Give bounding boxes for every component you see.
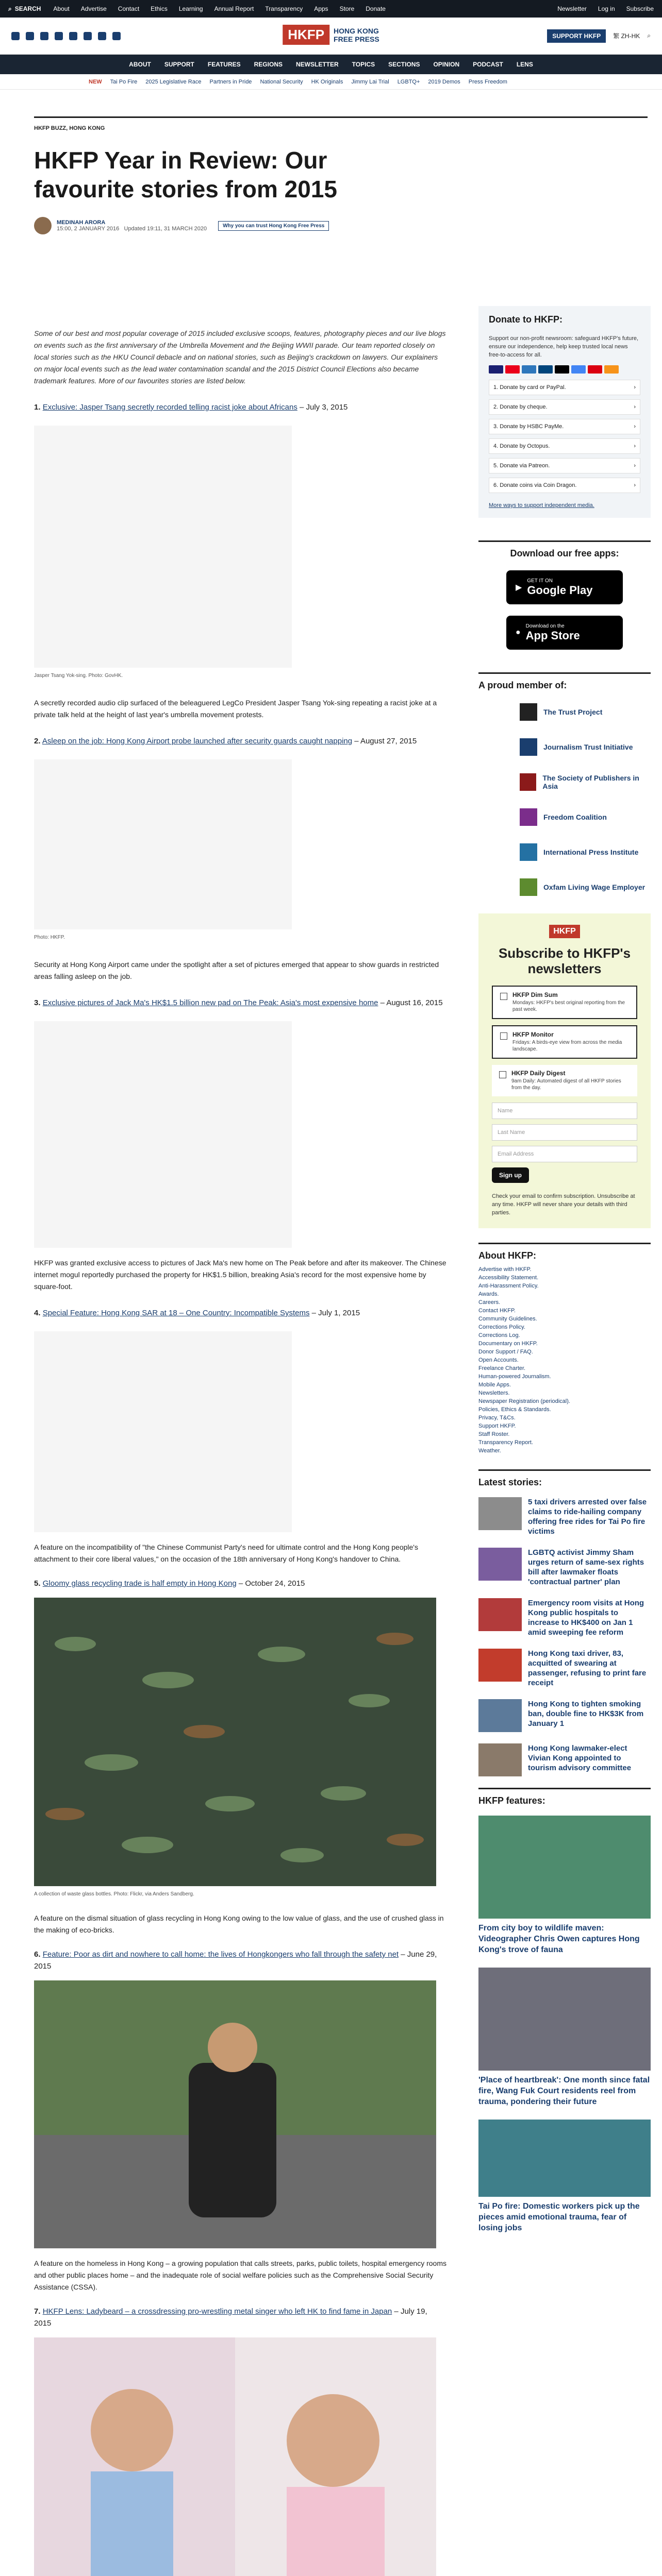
story-link[interactable]: Exclusive: Jasper Tsang secretly recorded telling racist joke about Africans (42, 403, 297, 412)
about-link[interactable]: Weather. (478, 1448, 501, 1454)
about-link[interactable]: Freelance Charter. (478, 1365, 526, 1371)
image-caption: A collection of waste glass bottles. Photo: Flickr, via Anders Sandberg. (34, 1891, 194, 1897)
breadcrumb[interactable]: HKFP BUZZ, HONG KONG (34, 125, 105, 131)
nav-item[interactable]: PODCAST (473, 61, 503, 68)
nav-item[interactable]: REGIONS (254, 61, 283, 68)
checkbox (500, 993, 507, 1000)
page-body (11, 116, 651, 2328)
top-link[interactable]: Donate (366, 5, 386, 12)
about-link[interactable]: Accessibility Statement. (478, 1275, 539, 1281)
story-link[interactable]: Asleep on the job: Hong Kong Airport probe launched after security guards caught napping (42, 737, 353, 745)
feature-image (478, 1816, 651, 1919)
instagram-icon[interactable] (40, 32, 48, 40)
paypal-icon (538, 365, 553, 374)
story-link[interactable]: Feature: Poor as dirt and nowhere to call home: the lives of Hongkongers who fall through the safety net (42, 1950, 399, 1959)
member-logo[interactable]: Oxfam Living Wage Employer (520, 878, 651, 896)
new-badge: NEW (89, 78, 102, 85)
page-title: HKFP Year in Review: Our favourite stories from 2015 (34, 147, 338, 202)
nav-item[interactable]: ABOUT (129, 61, 151, 68)
more-ways-link[interactable]: More ways to support independent media. (489, 502, 594, 509)
story-link[interactable]: HKFP Lens: Ladybeard – a crossdressing pro-wrestling metal singer who left HK to find fame in Japan (42, 2307, 392, 2316)
avatar (34, 217, 52, 234)
login-link[interactable]: Log in (598, 5, 615, 12)
feature-story[interactable]: 'Place of heartbreak': One month since fatal fire, Wang Fuk Court residents reel from trauma, pondering their future (478, 1968, 651, 2107)
donate-box (478, 306, 651, 518)
about-link[interactable]: Careers. (478, 1299, 501, 1306)
checkbox (499, 1071, 506, 1078)
divider (478, 1243, 651, 1244)
list-item: 2. Asleep on the job: Hong Kong Airport probe launched after security guards caught napping – August 27, 2015 (34, 737, 417, 745)
chevron-right-icon: › (634, 404, 636, 410)
story-description: Security at Hong Kong Airport came under the spotlight after a set of pictures emerged that appear to show guards in restricted areas falling asleep on the job. (34, 960, 439, 980)
divider (478, 1788, 651, 1789)
chevron-right-icon: › (634, 423, 636, 430)
list-item: 5. Gloomy glass recycling trade is half empty in Hong Kong – October 24, 2015 (34, 1579, 305, 1588)
site-logo[interactable] (283, 25, 379, 45)
tag-link[interactable]: LGBTQ+ (397, 78, 420, 85)
about-link[interactable]: Privacy, T&Cs. (478, 1415, 516, 1421)
top-search[interactable]: ⌕ SEARCH (8, 5, 41, 12)
article-image (34, 1331, 292, 1532)
about-link[interactable]: Policies, Ethics & Standards. (478, 1406, 551, 1413)
signup-button[interactable]: Sign up (492, 1167, 529, 1183)
latest-story[interactable]: Hong Kong lawmaker-elect Vivian Kong appointed to tourism advisory committee (478, 1743, 651, 1776)
about-link[interactable]: Corrections Log. (478, 1332, 520, 1338)
search-icon: ⌕ (8, 5, 12, 12)
donate-option[interactable]: 3. Donate by HSBC PayMe. › (489, 419, 640, 434)
list-item: 1. Exclusive: Jasper Tsang secretly recorded telling racist joke about Africans – July 3, 2015 (34, 403, 348, 412)
latest-story[interactable]: Emergency room visits at Hong Kong public hospitals to increase to HK$400 on Jan 1 amid sweeping fee reform (478, 1598, 651, 1637)
chevron-right-icon: › (634, 443, 636, 449)
article-image (34, 426, 292, 668)
story-link[interactable]: Gloomy glass recycling trade is half empty in Hong Kong (42, 1579, 237, 1588)
apps-title: Download our free apps: (510, 548, 619, 558)
chevron-right-icon: › (634, 482, 636, 488)
top-link[interactable]: Annual Report (214, 5, 254, 12)
rss-icon[interactable] (112, 32, 121, 40)
member-title: A proud member of: (478, 680, 567, 690)
story-thumbnail (478, 1548, 522, 1581)
donate-option[interactable]: 1. Donate by card or PayPal. › (489, 380, 640, 395)
sidebar (478, 306, 651, 2246)
member-logo[interactable]: Freedom Coalition (520, 808, 651, 826)
tag-link[interactable]: Tai Po Fire (110, 78, 138, 85)
tag-link[interactable]: Partners in Pride (209, 78, 252, 85)
top-link[interactable]: Transparency (265, 5, 303, 12)
top-link[interactable]: Store (339, 5, 355, 12)
newsletter-link[interactable]: Newsletter (557, 5, 587, 12)
article-body (34, 328, 446, 2576)
member-logo[interactable]: The Society of Publishers in Asia (520, 773, 651, 791)
logo-text: HONG KONG FREE PRESS (334, 26, 379, 43)
nav-item[interactable]: NEWSLETTER (295, 61, 339, 68)
visa-icon (489, 365, 503, 374)
about-link[interactable]: Awards. (478, 1291, 499, 1297)
donate-title: Donate to HKFP: (489, 314, 562, 325)
story-description: A secretly recorded audio clip surfaced of the beleaguered LegCo President Jasper Tsang Yok-sing repeating a racist joke at a private talk held at the height of last year's umbrella movement protests. (34, 699, 437, 719)
story-link[interactable]: Exclusive pictures of Jack Ma's HK$1.5 billion new pad on The Peak: Asia's most expensive home (42, 998, 378, 1007)
payment-icons (489, 365, 640, 374)
email-field[interactable]: Email Address (492, 1146, 637, 1162)
apple-icon: ● (516, 628, 521, 637)
about-link[interactable]: Mobile Apps. (478, 1382, 511, 1388)
newsletter-box (478, 913, 651, 1228)
last-name-field[interactable]: Last Name (492, 1124, 637, 1141)
top-link[interactable]: About (53, 5, 70, 12)
story-thumbnail (478, 1649, 522, 1682)
nav-item[interactable]: LENS (516, 61, 533, 68)
latest-story[interactable]: Hong Kong to tighten smoking ban, double fine to HK$3K from January 1 (478, 1699, 651, 1732)
image-caption: Photo: HKFP. (34, 935, 65, 940)
tag-link[interactable]: Press Freedom (468, 78, 507, 85)
linkedin-icon[interactable] (69, 32, 77, 40)
about-link[interactable]: Donor Support / FAQ. (478, 1349, 533, 1355)
newsletter-logo: HKFP (492, 925, 637, 938)
social-icons (11, 32, 121, 40)
header-search-icon[interactable]: ⌕ (647, 32, 651, 39)
latest-story[interactable]: Hong Kong taxi driver, 83, acquitted of swearing at passenger, refusing to print fare receipt (478, 1649, 651, 1688)
chevron-right-icon: › (634, 463, 636, 469)
about-links (478, 1265, 651, 1455)
top-link[interactable]: Apps (314, 5, 328, 12)
features-title: HKFP features: (478, 1795, 545, 1806)
about-link[interactable]: Open Accounts. (478, 1357, 519, 1363)
top-link[interactable]: Advertise (80, 5, 107, 12)
story-thumbnail (478, 1598, 522, 1631)
nav-item[interactable]: OPINION (433, 61, 460, 68)
newsletter-note: Check your email to confirm subscription. Unsubscribe at any time. HKFP will never share your details with third parties. (492, 1193, 635, 1216)
about-link[interactable]: Newspaper Registration (periodical). (478, 1398, 570, 1404)
about-title: About HKFP: (478, 1250, 536, 1261)
top-bar (0, 0, 662, 18)
story-thumbnail (478, 1497, 522, 1530)
threads-icon[interactable] (98, 32, 106, 40)
feature-image (478, 1968, 651, 2071)
apps-section (478, 540, 651, 650)
trust-link[interactable]: Why you can trust Hong Kong Free Press (218, 221, 329, 231)
nav-item[interactable]: TOPICS (352, 61, 375, 68)
site-header (0, 18, 662, 55)
nav-item[interactable]: FEATURES (207, 61, 241, 68)
trending-tags (0, 74, 662, 90)
member-logo[interactable]: Journalism Trust Initiative (520, 738, 651, 756)
header-right (547, 29, 651, 43)
feature-image (478, 2120, 651, 2197)
story-thumbnail (478, 1743, 522, 1776)
story-description: HKFP was granted exclusive access to pictures of Jack Ma's new home on The Peak before and after its makeover. The Chinese internet mogul reportedly purchased the property for HK$1.5 billion, breaking Asia's record for the most expensive home by square-foot. (34, 1259, 446, 1291)
google-play-button[interactable]: ▶ GET IT ON Google Play (506, 570, 623, 604)
about-link[interactable]: Human-powered Journalism. (478, 1374, 551, 1380)
glass-bottles-photo (34, 1598, 436, 1886)
article-meta (34, 217, 651, 234)
features-section (478, 1788, 651, 2233)
facebook-icon[interactable] (11, 32, 20, 40)
story-description: A feature on the homeless in Hong Kong – a growing population that calls streets, parks, public toilets, hospital emergency rooms and other public places home – and the inadequate role of social welfare policies such as the Comprehensive Social Security Assistance (CSSA). (34, 2259, 447, 2291)
divider (478, 540, 651, 542)
tag-link[interactable]: 2025 Legislative Race (145, 78, 202, 85)
about-link[interactable]: Contact HKFP. (478, 1308, 516, 1314)
story-thumbnail (478, 1699, 522, 1732)
tag-link[interactable]: Jimmy Lai Trial (351, 78, 389, 85)
support-button[interactable]: SUPPORT HKFP (547, 29, 606, 43)
x-twitter-icon[interactable] (26, 32, 34, 40)
about-link[interactable]: Documentary on HKFP. (478, 1341, 538, 1347)
member-logo[interactable]: The Trust Project (520, 703, 651, 721)
list-item: 7. HKFP Lens: Ladybeard – a crossdressing pro-wrestling metal singer who left HK to find fame in Japan – July 19, 2015 (34, 2307, 427, 2328)
applepay-icon (555, 365, 569, 374)
article-image (34, 759, 292, 929)
about-link[interactable]: Support HKFP. (478, 1423, 516, 1429)
publish-date: 15:00, 2 JANUARY 2016 (57, 226, 120, 232)
list-item: 4. Special Feature: Hong Kong SAR at 18 – One Country: Incompatible Systems – July 1, 2015 (34, 1309, 360, 1317)
newsletter-option[interactable]: HKFP Dim Sum Mondays: HKFP's best original reporting from the past week. (492, 986, 637, 1019)
story-description: A feature on the incompatibility of "the Chinese Communist Party's need for ultimate control and the Hong Kong people's attachment to their core liberal values," on the occasion of the 18th anniversary of Hong Kong's handover to China. (34, 1543, 418, 1563)
telegram-icon[interactable] (84, 32, 92, 40)
list-item: 6. Feature: Poor as dirt and nowhere to call home: the lives of Hongkongers who fall through the safety net – June 29, 2015 (34, 1950, 437, 1971)
latest-section (478, 1469, 651, 1776)
checkbox (500, 1032, 507, 1040)
app-store-button[interactable]: ● Download on the App Store (506, 616, 623, 650)
amex-icon (522, 365, 536, 374)
feature-story[interactable]: From city boy to wildlife maven: Videographer Chris Owen captures Hong Kong's trove of fauna (478, 1816, 651, 1955)
googlepay-icon (571, 365, 586, 374)
nav-item[interactable]: SECTIONS (388, 61, 420, 68)
main-nav (0, 55, 662, 74)
article-intro: Some of our best and most popular coverage of 2015 included exclusive scoops, features, photography pieces and our live blogs on events such as the first anniversary of the Umbrella Movement and the Beijing WWII parade. Our team reported closely on local stories such as the HKU Council debacle and on national stories, such as Beijing's crackdown on lawyers. Our explainers on major local events such as the lead water contamination scandal and the 2015 District Council Elections also became trademark features. More of our favourites stories are listed below. (34, 329, 446, 385)
payme-icon (588, 365, 602, 374)
member-logo[interactable]: International Press Institute (520, 843, 651, 861)
about-link[interactable]: Corrections Policy. (478, 1324, 525, 1330)
newsletter-option[interactable]: HKFP Daily Digest 9am Daily: Automated digest of all HKFP stories from the day. (492, 1065, 637, 1096)
updated-date: Updated 19:11, 31 MARCH 2020 (124, 226, 207, 232)
latest-story[interactable]: 5 taxi drivers arrested over false claims to ride-hailing company offering free rides for Tai Po fire victims (478, 1497, 651, 1536)
google-play-icon: ▶ (516, 583, 522, 592)
tag-link[interactable]: 2019 Demos (428, 78, 460, 85)
tag-link[interactable]: National Security (260, 78, 303, 85)
about-link[interactable]: Transparency Report. (478, 1439, 533, 1446)
top-link[interactable]: Ethics (151, 5, 168, 12)
list-item: 3. Exclusive pictures of Jack Ma's HK$1.5 billion new pad on The Peak: Asia's most expensive home – August 16, 2015 (34, 998, 443, 1007)
youtube-icon[interactable] (55, 32, 63, 40)
name-field[interactable]: Name (492, 1103, 637, 1119)
octopus-icon (604, 365, 619, 374)
about-section (478, 1243, 651, 1455)
newsletter-title: Subscribe to HKFP's newsletters (498, 945, 631, 976)
about-link[interactable]: Community Guidelines. (478, 1316, 537, 1322)
about-link[interactable]: Advertise with HKFP. (478, 1266, 532, 1273)
latest-title: Latest stories: (478, 1477, 542, 1487)
latest-story[interactable]: LGBTQ activist Jimmy Sham urges return of same-sex rights bill after lawmaker floats 'contractual partner' plan (478, 1548, 651, 1587)
byline (57, 219, 207, 232)
donate-option[interactable]: 4. Donate by Octopus. › (489, 438, 640, 454)
language-switch[interactable]: 繁 ZH-HK (613, 32, 640, 40)
image-caption: Jasper Tsang Yok-sing. Photo: GovHK. (34, 673, 123, 679)
story-description: A feature on the dismal situation of glass recycling in Hong Kong owing to the low value of glass, and the use of crushed glass in the making of eco-bricks. (34, 1914, 444, 1934)
nav-item[interactable]: SUPPORT (164, 61, 194, 68)
about-link[interactable]: Anti-Harassment Policy. (478, 1283, 539, 1289)
logo-mark: HKFP (283, 25, 329, 45)
divider (34, 116, 648, 118)
top-links-left (53, 5, 386, 12)
subscribe-link[interactable]: Subscribe (626, 5, 654, 12)
chevron-right-icon: › (634, 384, 636, 391)
story-link[interactable]: Special Feature: Hong Kong SAR at 18 – One Country: Incompatible Systems (42, 1309, 310, 1317)
top-links-right (557, 5, 654, 12)
divider (478, 1469, 651, 1471)
feature-story[interactable]: Tai Po fire: Domestic workers pick up the pieces amid emotional trauma, fear of losing jobs (478, 2120, 651, 2233)
about-link[interactable]: Newsletters. (478, 1390, 510, 1396)
member-section (478, 672, 651, 896)
about-link[interactable]: Staff Roster. (478, 1431, 510, 1437)
author-link[interactable]: MEDINAH ARORA (57, 219, 106, 226)
mastercard-icon (505, 365, 520, 374)
divider (478, 672, 651, 674)
tag-link[interactable]: HK Originals (311, 78, 343, 85)
top-link[interactable]: Learning (178, 5, 203, 12)
top-link[interactable]: Contact (118, 5, 140, 12)
ladybeard-photo (34, 2337, 436, 2576)
donate-text[interactable]: Support our non-profit newsroom: safeguard HKFP's future, ensure our independence, help keep trusted local news free-to-access for all. (489, 335, 639, 358)
newsletter-option[interactable]: HKFP Monitor Fridays: A birds-eye view from across the media landscape. (492, 1025, 637, 1059)
donate-option[interactable]: 6. Donate coins via Coin Dragon. › (489, 478, 640, 493)
donate-option[interactable]: 5. Donate via Patreon. › (489, 458, 640, 473)
donate-option[interactable]: 2. Donate by cheque. › (489, 399, 640, 415)
article-image (34, 1021, 292, 1248)
homeless-man-photo (34, 1980, 436, 2248)
